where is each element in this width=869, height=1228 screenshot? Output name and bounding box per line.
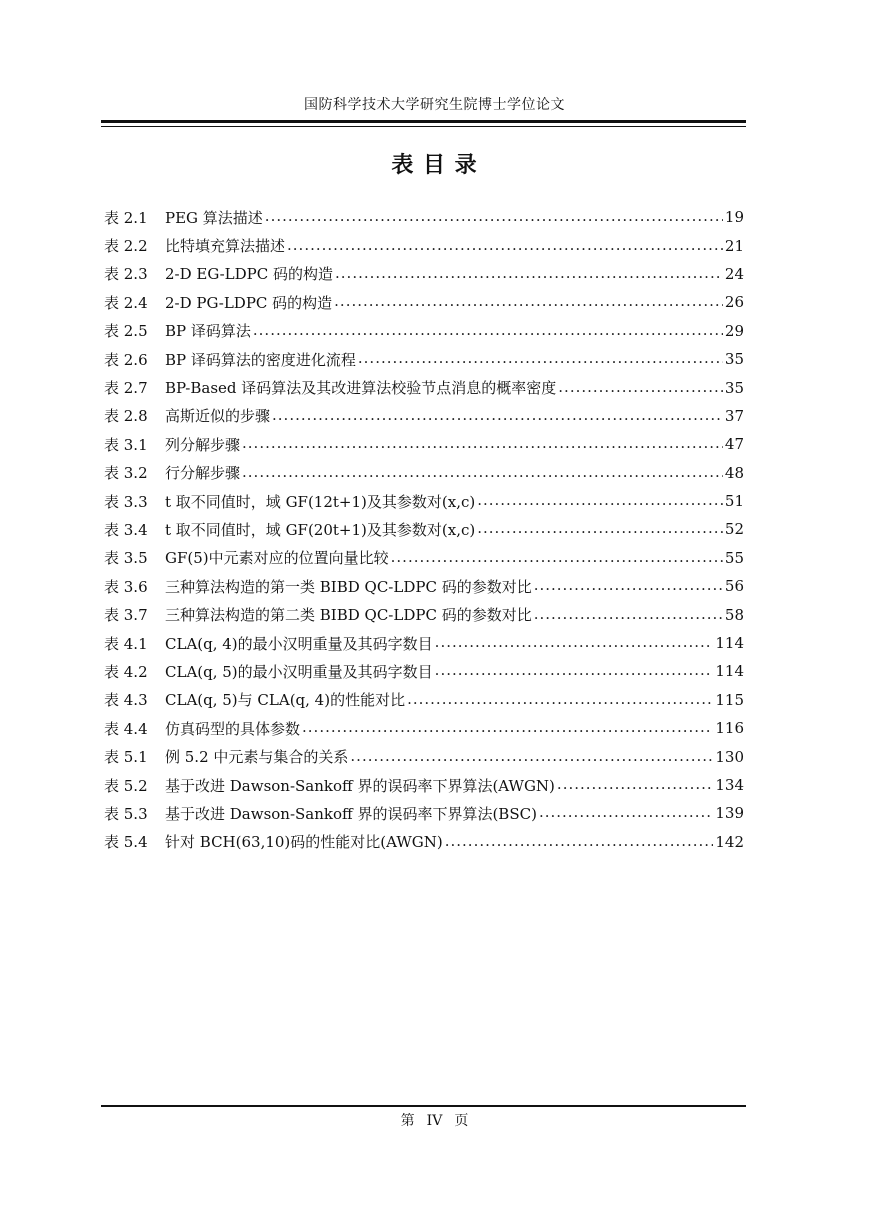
- toc-entry[interactable]: [104, 600, 744, 628]
- toc-entry-label: GF(5)中元素对应的位置向量比较: [165, 549, 389, 568]
- toc-entry-number: 表 5.3: [104, 804, 148, 823]
- toc-entry-page: 139: [715, 804, 744, 823]
- toc-entry-number: 表 2.1: [104, 208, 148, 227]
- toc-entry-page: 116: [715, 719, 744, 738]
- page-title: 表 目 录: [391, 152, 478, 178]
- toc-entry-label: 仿真码型的具体参数: [165, 719, 301, 738]
- toc-entry-page: 56: [724, 577, 744, 596]
- toc-entry-number: 表 2.6: [104, 350, 148, 369]
- footer-rule: [101, 1105, 746, 1107]
- toc-entry-number: 表 2.8: [104, 407, 148, 426]
- page-number: [0, 1110, 869, 1130]
- toc-entry[interactable]: [104, 771, 744, 799]
- toc-entry-label: 三种算法构造的第一类 BIBD QC-LDPC 码的参数对比: [165, 577, 532, 596]
- toc-entry-number: 表 3.7: [104, 606, 148, 625]
- table-of-tables-list: [104, 203, 744, 856]
- toc-entry[interactable]: [104, 657, 744, 685]
- toc-entry-page: 29: [724, 321, 744, 340]
- toc-leader-dots: [477, 519, 723, 537]
- toc-entry-label: t 取不同值时，域 GF(20t+1)及其参数对(x,c): [165, 520, 476, 539]
- toc-entry-label: CLA(q, 5)与 CLA(q, 4)的性能对比: [165, 691, 406, 710]
- toc-entry-page: 55: [724, 548, 744, 567]
- toc-entry[interactable]: [104, 288, 744, 316]
- toc-entry-number: 表 4.3: [104, 691, 148, 710]
- toc-entry-label: BP 译码算法: [165, 322, 251, 341]
- toc-leader-dots: [534, 605, 723, 623]
- toc-entry-number: 表 3.3: [104, 492, 148, 511]
- toc-entry-page: 24: [724, 264, 744, 283]
- toc-entry-label: 针对 BCH(63,10)码的性能对比(AWGN): [165, 833, 443, 852]
- toc-entry-number: 表 5.4: [104, 833, 148, 852]
- toc-entry-label: 三种算法构造的第二类 BIBD QC-LDPC 码的参数对比: [165, 606, 532, 625]
- toc-entry-label: 比特填充算法描述: [165, 237, 286, 256]
- toc-entry-number: 表 2.4: [104, 293, 148, 312]
- toc-entry-number: 表 4.1: [104, 634, 148, 653]
- toc-leader-dots: [335, 264, 723, 282]
- toc-entry[interactable]: [104, 686, 744, 714]
- toc-entry-label: 基于改进 Dawson-Sankoff 界的误码率下界算法(AWGN): [165, 776, 555, 795]
- toc-leader-dots: [242, 463, 723, 481]
- header-rule-thick: [101, 120, 746, 123]
- toc-entry-page: 115: [715, 690, 744, 709]
- toc-entry[interactable]: [104, 828, 744, 856]
- toc-entry[interactable]: [104, 231, 744, 259]
- toc-entry-page: 51: [724, 492, 744, 511]
- page-number-value: IV: [426, 1113, 443, 1129]
- toc-entry-number: 表 4.2: [104, 662, 148, 681]
- toc-entry-page: 26: [724, 293, 744, 312]
- toc-leader-dots: [302, 718, 713, 736]
- toc-entry[interactable]: [104, 402, 744, 430]
- toc-entry-number: 表 5.2: [104, 776, 148, 795]
- toc-entry-label: 行分解步骤: [165, 464, 241, 483]
- toc-leader-dots: [445, 832, 714, 850]
- toc-entry[interactable]: [104, 260, 744, 288]
- toc-entry-page: 47: [724, 435, 744, 454]
- toc-entry-label: 2-D EG-LDPC 码的构造: [165, 265, 334, 284]
- page-number-prefix: 第: [400, 1113, 415, 1129]
- toc-entry[interactable]: [104, 203, 744, 231]
- toc-entry[interactable]: [104, 317, 744, 345]
- toc-leader-dots: [253, 321, 723, 339]
- toc-leader-dots: [265, 207, 723, 225]
- toc-entry-number: 表 3.2: [104, 464, 148, 483]
- toc-entry[interactable]: [104, 572, 744, 600]
- toc-entry[interactable]: [104, 487, 744, 515]
- toc-entry-page: 114: [715, 634, 744, 653]
- toc-entry-label: CLA(q, 4)的最小汉明重量及其码字数目: [165, 634, 433, 653]
- toc-entry[interactable]: [104, 373, 744, 401]
- toc-entry-number: 表 5.1: [104, 748, 148, 767]
- toc-entry[interactable]: [104, 742, 744, 770]
- toc-entry[interactable]: [104, 459, 744, 487]
- toc-entry-label: BP-Based 译码算法及其改进算法校验节点消息的概率密度: [165, 379, 557, 398]
- toc-entry-number: 表 2.2: [104, 237, 148, 256]
- toc-entry-number: 表 2.5: [104, 322, 148, 341]
- toc-leader-dots: [557, 775, 713, 793]
- toc-entry-number: 表 2.3: [104, 265, 148, 284]
- toc-entry-number: 表 3.5: [104, 549, 148, 568]
- toc-entry-label: 列分解步骤: [165, 435, 241, 454]
- toc-entry[interactable]: [104, 515, 744, 543]
- toc-entry-page: 130: [715, 747, 744, 766]
- toc-entry-page: 142: [715, 832, 744, 851]
- toc-entry-page: 37: [724, 406, 744, 425]
- toc-entry-number: 表 3.4: [104, 520, 148, 539]
- toc-entry-page: 21: [724, 236, 744, 255]
- toc-leader-dots: [558, 378, 723, 396]
- toc-entry-label: 基于改进 Dawson-Sankoff 界的误码率下界算法(BSC): [165, 804, 537, 823]
- toc-entry-page: 114: [715, 662, 744, 681]
- toc-entry-page: 35: [724, 350, 744, 369]
- toc-leader-dots: [242, 434, 723, 452]
- toc-entry-page: 52: [724, 520, 744, 539]
- toc-entry-number: 表 3.6: [104, 577, 148, 596]
- toc-entry[interactable]: [104, 544, 744, 572]
- toc-entry-label: BP 译码算法的密度进化流程: [165, 350, 356, 369]
- toc-leader-dots: [334, 292, 723, 310]
- header-rule-thin: [101, 126, 746, 127]
- toc-leader-dots: [358, 349, 723, 367]
- toc-entry[interactable]: [104, 629, 744, 657]
- toc-leader-dots: [407, 690, 713, 708]
- toc-entry-number: 表 3.1: [104, 435, 148, 454]
- toc-entry-page: 134: [715, 776, 744, 794]
- toc-leader-dots: [391, 548, 723, 566]
- toc-entry[interactable]: [104, 714, 744, 742]
- toc-leader-dots: [477, 491, 723, 509]
- toc-leader-dots: [287, 236, 723, 254]
- toc-entry[interactable]: [104, 799, 744, 827]
- toc-leader-dots: [435, 661, 714, 679]
- running-header: 国防科学技术大学研究生院博士学位论文: [304, 97, 565, 113]
- toc-entry-page: 19: [724, 208, 744, 227]
- toc-entry-label: 高斯近似的步骤: [165, 407, 271, 426]
- toc-leader-dots: [272, 406, 723, 424]
- toc-leader-dots: [534, 576, 723, 594]
- toc-leader-dots: [539, 803, 713, 821]
- toc-entry-page: 58: [724, 605, 744, 624]
- page-number-suffix: 页: [454, 1113, 469, 1129]
- toc-entry-label: CLA(q, 5)的最小汉明重量及其码字数目: [165, 662, 433, 681]
- toc-entry-label: PEG 算法描述: [165, 208, 263, 227]
- toc-entry-number: 表 4.4: [104, 719, 148, 738]
- toc-entry[interactable]: [104, 345, 744, 373]
- toc-leader-dots: [435, 633, 714, 651]
- toc-entry-label: 例 5.2 中元素与集合的关系: [165, 748, 349, 767]
- toc-entry-label: 2-D PG-LDPC 码的构造: [165, 293, 333, 312]
- toc-leader-dots: [350, 747, 713, 765]
- toc-entry-page: 35: [724, 378, 744, 397]
- toc-entry[interactable]: [104, 430, 744, 458]
- toc-entry-label: t 取不同值时，域 GF(12t+1)及其参数对(x,c): [165, 492, 476, 511]
- toc-entry-page: 48: [724, 463, 744, 482]
- toc-entry-number: 表 2.7: [104, 379, 148, 398]
